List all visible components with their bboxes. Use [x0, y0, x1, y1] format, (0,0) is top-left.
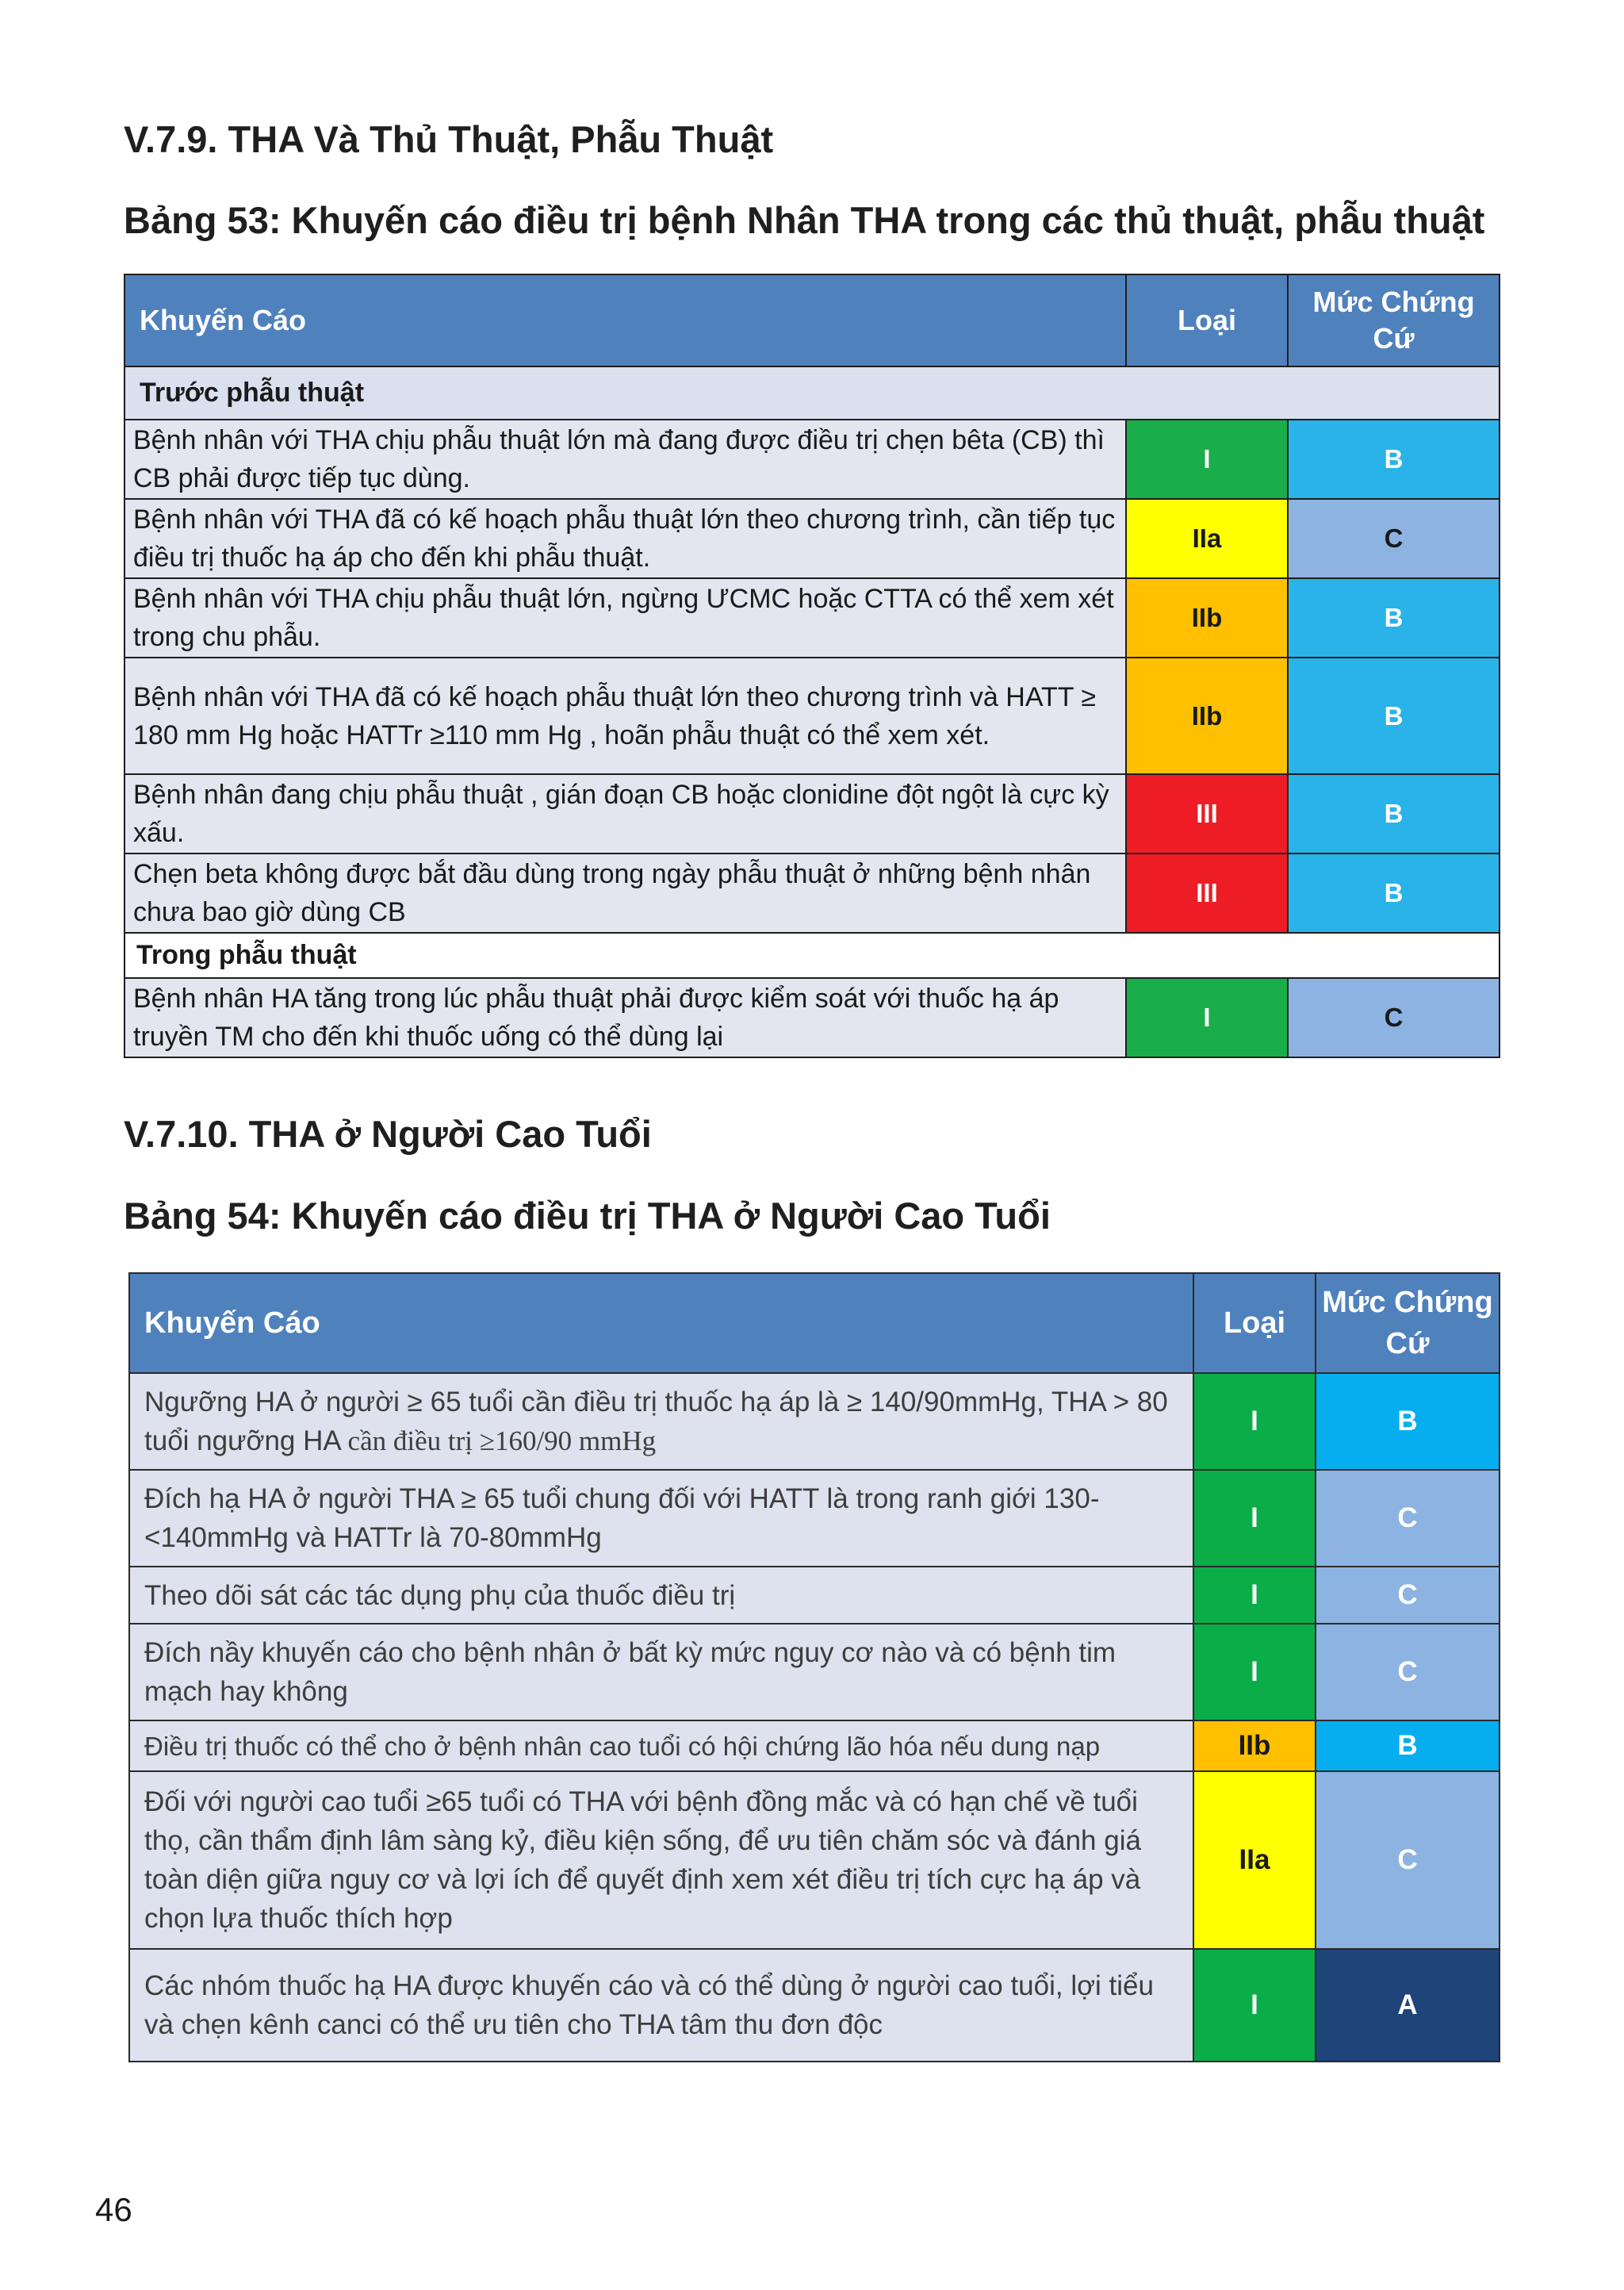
- group-label-pre-op: Trước phẫu thuật: [124, 366, 1500, 420]
- group-row: [124, 933, 1500, 978]
- recommendation-text: Bệnh nhân HA tăng trong lúc phẫu thuật phải được kiểm soát với thuốc hạ áp truyền TM cho đến khi thuốc uống có thể dùng lại: [124, 978, 1126, 1057]
- class-cell: III: [1126, 853, 1288, 933]
- recommendation-text: Điều trị thuốc có thể cho ở bệnh nhân cao tuổi có hội chứng lão hóa nếu dung nạp: [129, 1720, 1193, 1771]
- table-row: [124, 978, 1500, 1057]
- level-cell: C: [1316, 1470, 1500, 1567]
- recommendation-text: Đích nầy khuyến cáo cho bệnh nhân ở bất kỳ mức nguy cơ nào và có bệnh tim mạch hay không: [129, 1624, 1193, 1720]
- section-heading-v710: V.7.10. THA ở Người Cao Tuổi: [124, 1113, 652, 1155]
- class-cell: I: [1193, 1567, 1316, 1624]
- table-row: [129, 1567, 1500, 1624]
- recommendation-text-part: Ngưỡng HA ở người ≥ 65 tuổi cần điều trị thuốc hạ áp là ≥ 140/90mmHg, THA > 80 tuổi ngưỡng HA: [144, 1387, 1168, 1456]
- table-row: [129, 1373, 1500, 1470]
- recommendation-text: Đích hạ HA ở người THA ≥ 65 tuổi chung đối với HATT là trong ranh giới 130-<140mmHg và HATTr là 70-80mmHg: [129, 1470, 1193, 1567]
- level-cell: C: [1316, 1771, 1500, 1949]
- group-label-intra-op: Trong phẫu thuật: [124, 933, 1500, 978]
- class-cell: III: [1126, 774, 1288, 853]
- table-row: [129, 1470, 1500, 1567]
- table-row: [129, 1624, 1500, 1720]
- recommendation-text: Bệnh nhân với THA đã có kế hoạch phẫu thuật lớn theo chương trình, cần tiếp tục điều trị thuốc hạ áp cho đến khi phẫu thuật.: [124, 499, 1126, 578]
- header-class: Loại: [1126, 274, 1288, 366]
- header-class: Loại: [1193, 1273, 1316, 1373]
- header-level: Mức Chứng Cứ: [1316, 1273, 1500, 1373]
- recommendation-text: Bệnh nhân với THA chịu phẫu thuật lớn mà đang được điều trị chẹn bêta (CB) thì CB phải được tiếp tục dùng.: [124, 420, 1126, 499]
- table-header-row: [129, 1273, 1500, 1373]
- page-number: 46: [95, 2191, 132, 2228]
- recommendation-text: Bệnh nhân với THA chịu phẫu thuật lớn, ngừng ƯCMC hoặc CTTA có thể xem xét trong chu phẫu.: [124, 578, 1126, 658]
- table-header-row: [124, 274, 1500, 366]
- level-cell: B: [1288, 578, 1500, 658]
- table-53: [124, 274, 1500, 1058]
- table-row: [124, 658, 1500, 774]
- class-cell: IIa: [1126, 499, 1288, 578]
- table-row: [129, 1720, 1500, 1771]
- table-row: [124, 578, 1500, 658]
- level-cell: B: [1288, 774, 1500, 853]
- class-cell: IIb: [1126, 658, 1288, 774]
- table-row: [124, 420, 1500, 499]
- class-cell: I: [1126, 978, 1288, 1057]
- class-cell: IIa: [1193, 1771, 1316, 1949]
- level-cell: A: [1316, 1949, 1500, 2062]
- class-cell: I: [1193, 1949, 1316, 2062]
- table-54: [128, 1272, 1500, 2062]
- recommendation-text: Các nhóm thuốc hạ HA được khuyến cáo và có thể dùng ở người cao tuổi, lợi tiểu và chẹn kênh canci có thể ưu tiên cho THA tâm thu đơn độc: [129, 1949, 1193, 2062]
- level-cell: C: [1288, 499, 1500, 578]
- level-cell: B: [1316, 1720, 1500, 1771]
- recommendation-text: Chẹn beta không được bắt đầu dùng trong ngày phẫu thuật ở những bệnh nhân chưa bao giờ dùng CB: [124, 853, 1126, 933]
- table-row: [124, 774, 1500, 853]
- section-heading-v79: V.7.9. THA Và Thủ Thuật, Phẫu Thuật: [124, 118, 774, 160]
- level-cell: B: [1288, 658, 1500, 774]
- level-cell: B: [1288, 853, 1500, 933]
- level-cell: C: [1316, 1624, 1500, 1720]
- header-recommendation: Khuyến Cáo: [129, 1273, 1193, 1373]
- table-title-53: Bảng 53: Khuyến cáo điều trị bệnh Nhân THA trong các thủ thuật, phẫu thuật: [124, 199, 1485, 241]
- recommendation-text: Bệnh nhân với THA đã có kế hoạch phẫu thuật lớn theo chương trình và HATT ≥ 180 mm Hg hoặc HATTr ≥110 mm Hg , hoãn phẫu thuật có thể xem xét.: [124, 658, 1126, 774]
- recommendation-text: Bệnh nhân đang chịu phẫu thuật , gián đoạn CB hoặc clonidine đột ngột là cực kỳ xấu.: [124, 774, 1126, 853]
- recommendation-text: [129, 1373, 1193, 1470]
- level-cell: B: [1288, 420, 1500, 499]
- level-cell: C: [1316, 1567, 1500, 1624]
- recommendation-text: Theo dõi sát các tác dụng phụ của thuốc điều trị: [129, 1567, 1193, 1624]
- table-row: [124, 853, 1500, 933]
- level-cell: B: [1316, 1373, 1500, 1470]
- table-title-54: Bảng 54: Khuyến cáo điều trị THA ở Người Cao Tuổi: [124, 1195, 1051, 1237]
- table-row: [124, 499, 1500, 578]
- class-cell: IIb: [1193, 1720, 1316, 1771]
- class-cell: I: [1193, 1373, 1316, 1470]
- class-cell: I: [1193, 1470, 1316, 1567]
- recommendation-text-part: cần điều trị ≥160/90 mmHg: [347, 1425, 657, 1456]
- header-level: Mức Chứng Cứ: [1288, 274, 1500, 366]
- level-cell: C: [1288, 978, 1500, 1057]
- class-cell: I: [1126, 420, 1288, 499]
- table-row: [129, 1771, 1500, 1949]
- table-row: [129, 1949, 1500, 2062]
- header-recommendation: Khuyến Cáo: [124, 274, 1126, 366]
- class-cell: IIb: [1126, 578, 1288, 658]
- group-row: [124, 366, 1500, 420]
- class-cell: I: [1193, 1624, 1316, 1720]
- recommendation-text: Đối với người cao tuổi ≥65 tuổi có THA với bệnh đồng mắc và có hạn chế về tuổi thọ, cần thẩm định lâm sàng kỷ, điều kiện sống, để ưu tiên chăm sóc và đánh giá toàn diện giữa nguy cơ và lợi ích để quyết định xem xét điều trị tích cực hạ áp và chọn lựa thuốc thích hợp: [129, 1771, 1193, 1949]
